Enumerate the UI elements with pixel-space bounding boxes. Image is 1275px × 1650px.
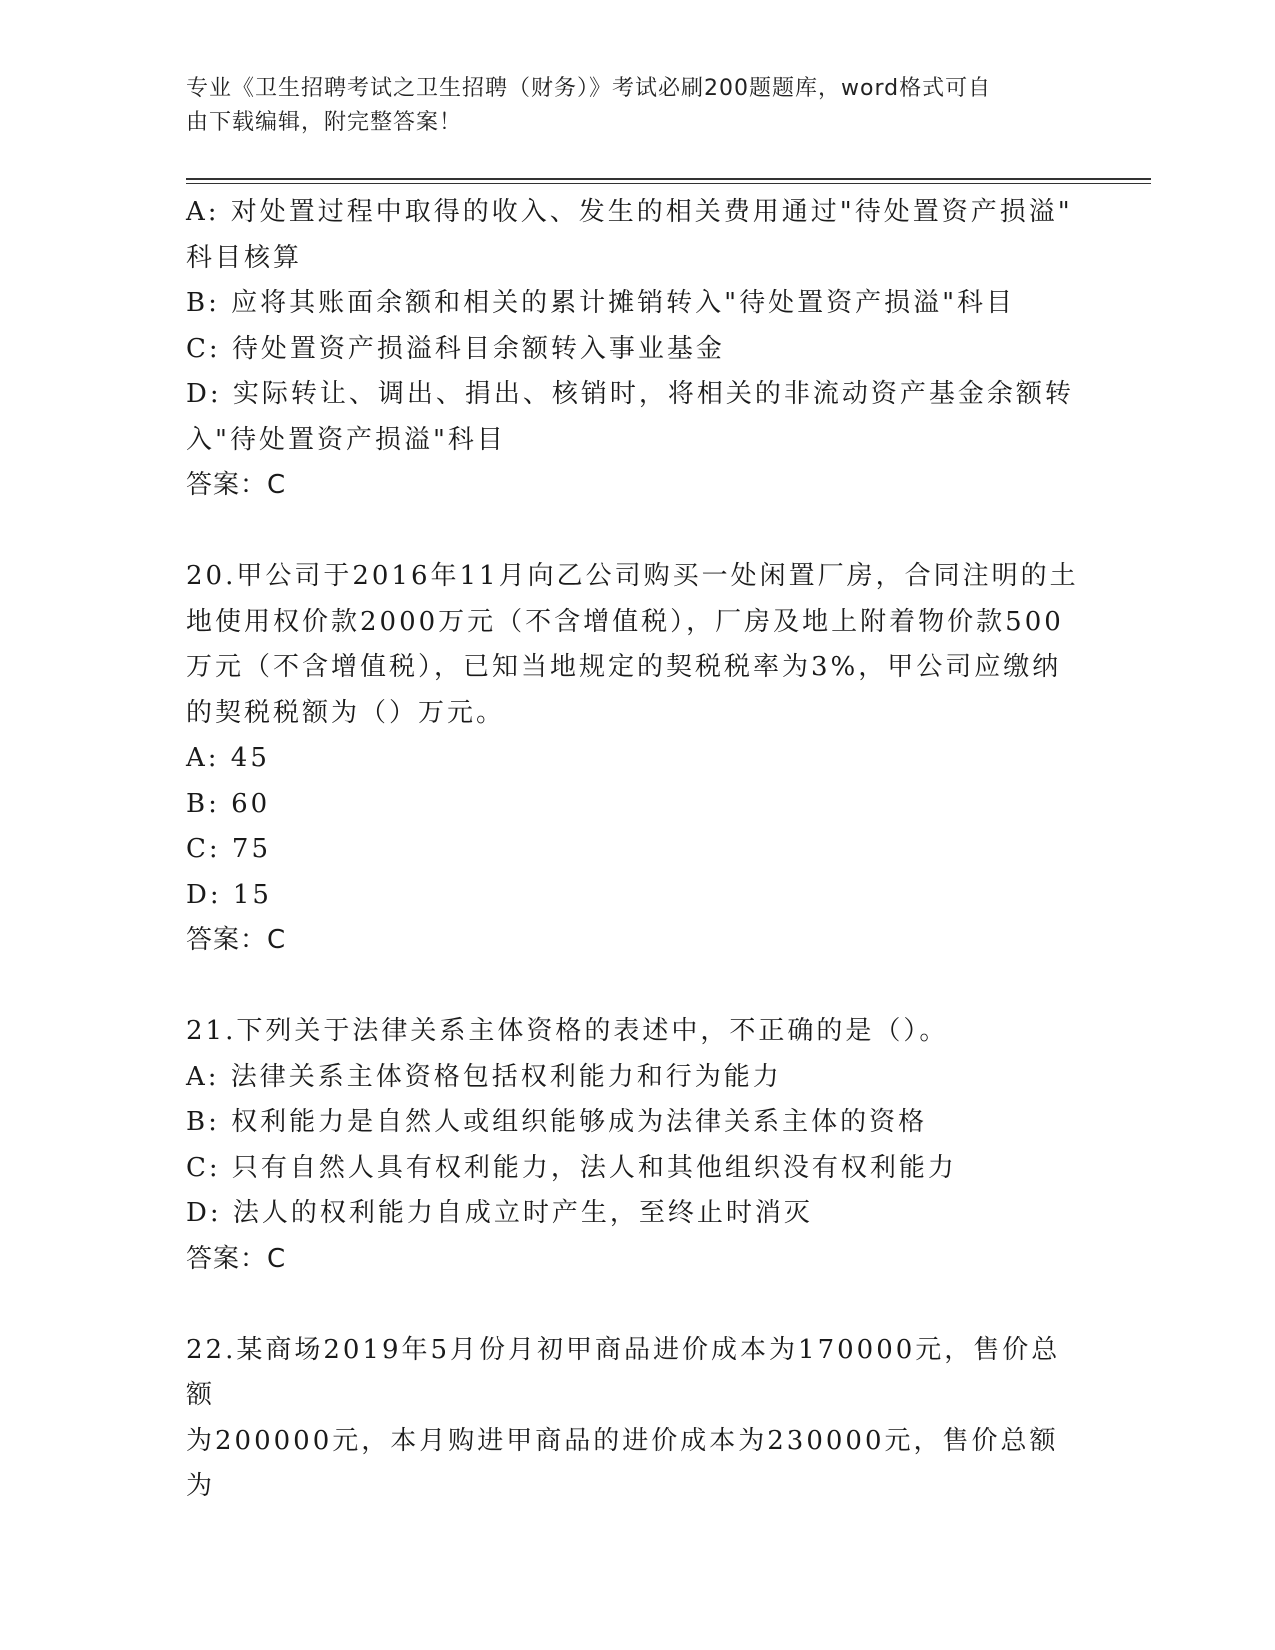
spacer	[186, 964, 1086, 1010]
question-stem-line-2: 地使用权价款2000万元（不含增值税），厂房及地上附着物价款500	[186, 606, 1064, 637]
option-d: D: 15	[186, 879, 272, 910]
answer: 答案：C	[186, 470, 287, 500]
header-line-1: 专业《卫生招聘考试之卫生招聘（财务）》考试必刷200题题库，word格式可自	[186, 76, 992, 101]
option-d: D: 法人的权利能力自成立时产生，至终止时消灭	[186, 1198, 813, 1228]
option-a-line-2: 科目核算	[186, 242, 303, 273]
answer: 答案：C	[186, 925, 287, 955]
question-20-block	[186, 554, 1086, 964]
option-a: A: 法律关系主体资格包括权利能力和行为能力	[186, 1061, 782, 1092]
question-stem-line-1: 22.某商场2019年5月份月初甲商品进价成本为170000元，售价总额	[186, 1334, 1061, 1410]
question-stem-line-3: 万元（不含增值税），已知当地规定的契税税率为3%，甲公司应缴纳	[186, 652, 1062, 682]
option-d-line-2: 入"待处置资产损溢"科目	[186, 424, 506, 455]
question-stem-line-4: 的契税税额为（）万元。	[186, 697, 506, 728]
option-c: C: 待处置资产损溢科目余额转入事业基金	[186, 333, 725, 364]
document-header	[186, 72, 1066, 140]
option-b: B: 60	[186, 788, 271, 819]
spacer	[186, 509, 1086, 555]
question-21-block	[186, 1009, 1086, 1282]
option-b: B: 应将其账面余额和相关的累计摊销转入"待处置资产损溢"科目	[186, 288, 1016, 318]
question-stem-line-1: 20.甲公司于2016年11月向乙公司购买一处闲置厂房，合同注明的土	[186, 561, 1079, 591]
question-stem-line-2: 为200000元，本月购进甲商品的进价成本为230000元，售价总额为	[186, 1425, 1059, 1501]
question-stem: 21.下列关于法律关系主体资格的表述中，不正确的是（）。	[186, 1016, 949, 1046]
answer: 答案：C	[186, 1243, 287, 1274]
option-a: A: 45	[186, 743, 270, 773]
header-divider	[186, 178, 1151, 180]
question-list	[186, 190, 1086, 1510]
question-22-block	[186, 1328, 1086, 1510]
option-d-line-1: D: 实际转让、调出、捐出、核销时，将相关的非流动资产基金余额转	[186, 379, 1074, 409]
option-b: B: 权利能力是自然人或组织能够成为法律关系主体的资格	[186, 1107, 928, 1137]
header-line-2: 由下载编辑，附完整答案！	[186, 110, 463, 135]
option-c: C: 只有自然人具有权利能力，法人和其他组织没有权利能力	[186, 1152, 957, 1183]
option-a-line-1: A: 对处置过程中取得的收入、发生的相关费用通过"待处置资产损溢"	[186, 197, 1073, 227]
question-19-block	[186, 190, 1086, 509]
spacer	[186, 1282, 1086, 1328]
header-divider-thin	[186, 183, 1151, 184]
option-c: C: 75	[186, 834, 272, 864]
